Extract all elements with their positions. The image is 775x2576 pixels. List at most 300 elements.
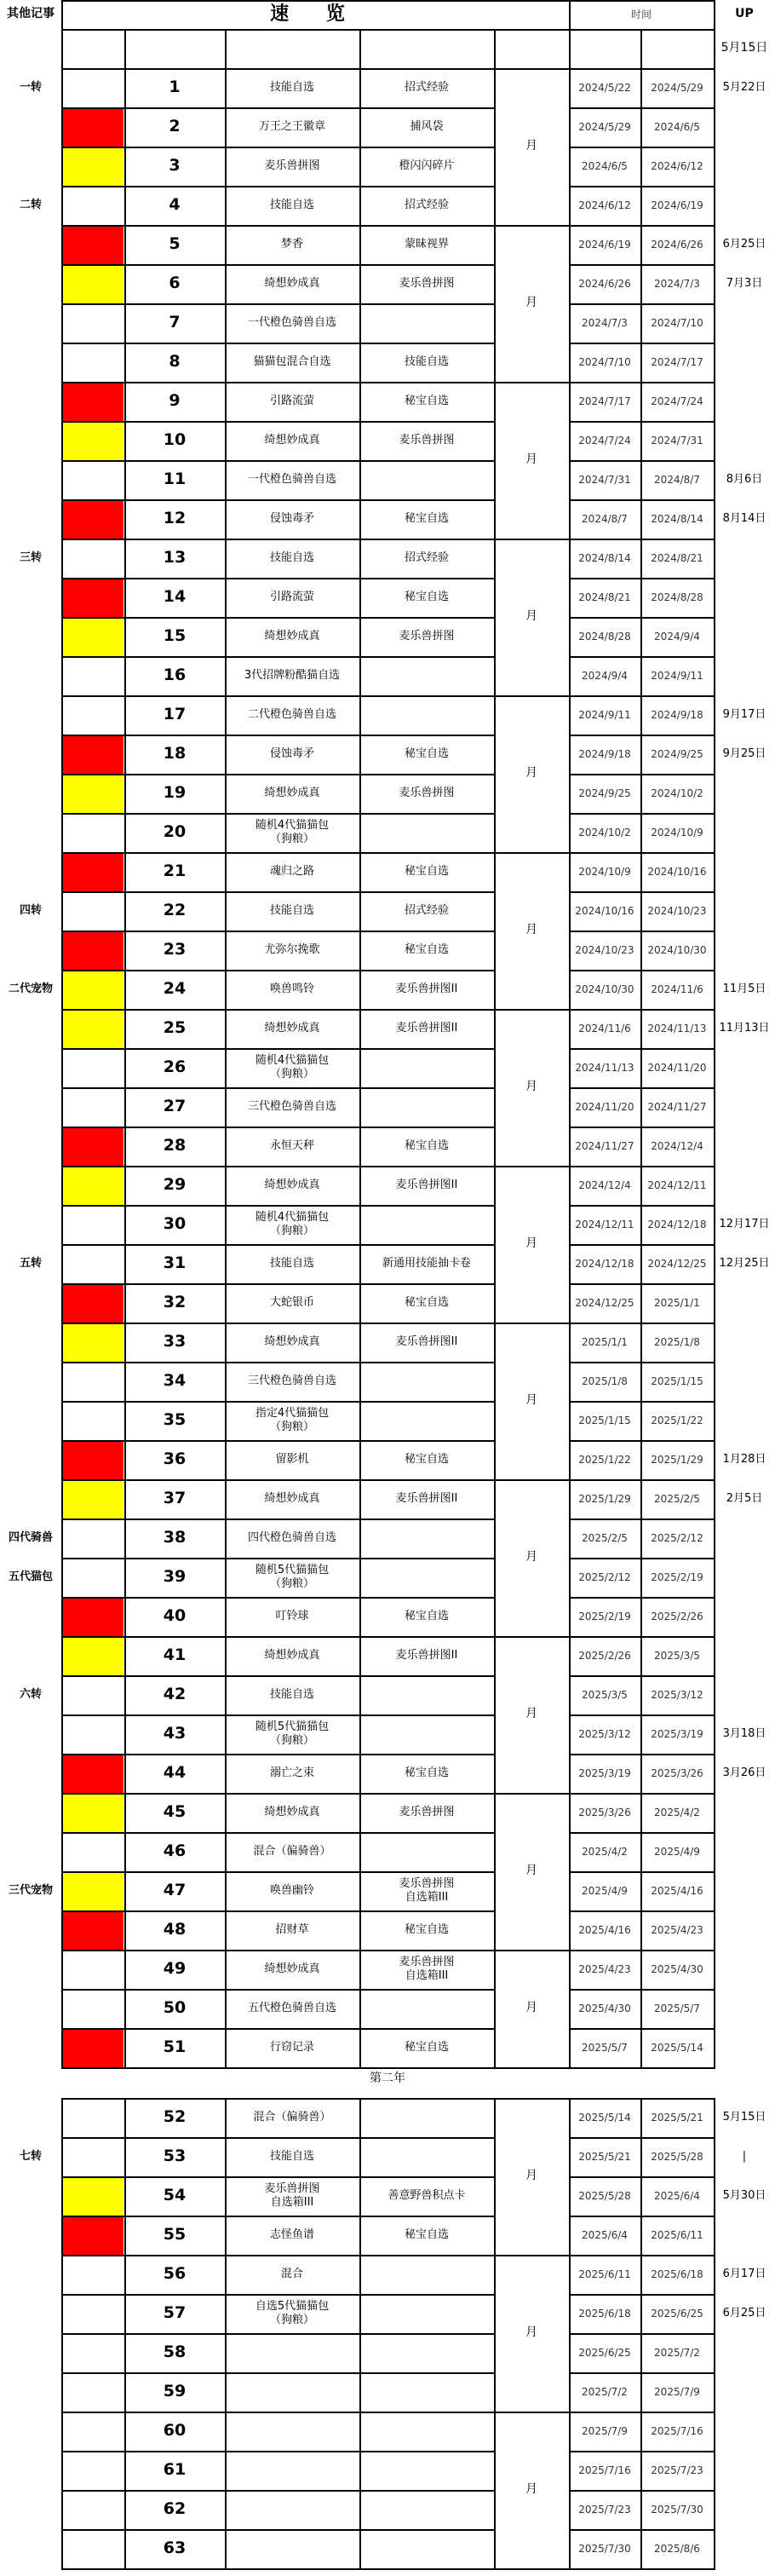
grid-line-h: [569, 2451, 714, 2452]
start-date: 2025/7/30: [578, 2542, 631, 2555]
reward-item: [359, 460, 494, 499]
row-number: 20: [163, 822, 187, 842]
end-date: 2024/10/2: [651, 787, 703, 799]
end-date: 2024/8/7: [654, 473, 700, 486]
grid-line-h: [569, 1283, 714, 1285]
row-number: 30: [163, 1214, 187, 1234]
status-swatch-red: [63, 854, 123, 891]
start-date: 2024/12/4: [578, 1179, 631, 1191]
row-number: 51: [163, 2037, 187, 2057]
row-number: 29: [163, 1175, 187, 1195]
grid-line-h: [569, 1989, 714, 1991]
up-date: [714, 852, 775, 891]
start-date: 2024/7/3: [582, 316, 628, 329]
event-name: 招财草: [275, 1922, 309, 1936]
end-date: 2024/11/20: [647, 1061, 707, 1074]
reward-item: 秘宝自选: [404, 864, 449, 878]
status-swatch-yellow: [63, 266, 123, 303]
event-name: 三代橙色骑兽自选: [247, 1374, 336, 1387]
row-number: 19: [163, 783, 187, 803]
grid-line-h: [569, 1362, 714, 1363]
up-date: [714, 617, 775, 656]
start-date: 2024/12/25: [575, 1296, 634, 1309]
event-name: 随机5代猫猫包 （狗粮）: [255, 1720, 330, 1747]
end-date: 2025/7/9: [654, 2385, 700, 2398]
event-name: 侵蚀毒矛: [269, 746, 314, 760]
grid-line-h: [569, 1440, 714, 1442]
reward-item: [359, 1205, 494, 1244]
row-number: 26: [163, 1057, 187, 1077]
grid-line-h: [61, 1714, 494, 1716]
start-date: 2024/12/18: [575, 1257, 634, 1270]
reward-item: 秘宝自选: [404, 2227, 449, 2241]
status-swatch-red: [63, 1599, 123, 1636]
start-date: 2025/7/9: [582, 2424, 628, 2437]
month-cell: 月: [525, 139, 537, 153]
up-date: [714, 813, 775, 852]
status-swatch-yellow: [63, 2178, 123, 2216]
start-date: 2024/9/25: [578, 787, 631, 799]
end-date: 2025/3/5: [654, 1649, 700, 1662]
event-name: 混合: [280, 2267, 303, 2280]
grid-line-v: [714, 0, 715, 68]
status-swatch-red: [63, 1285, 123, 1323]
end-date: 2024/11/13: [647, 1022, 707, 1034]
event-name: 四代橙色骑兽自选: [247, 1530, 336, 1544]
end-date: 2025/3/19: [651, 1727, 703, 1740]
grid-line-h: [61, 264, 494, 266]
event-name: [225, 2490, 359, 2529]
row-number: 32: [163, 1293, 187, 1312]
up-date: [714, 1950, 775, 1989]
reward-item: 善意野兽积点卡: [388, 2188, 466, 2202]
row-number: 1: [169, 78, 181, 97]
start-date: 2025/3/26: [578, 1806, 631, 1818]
reward-item: 秘宝自选: [404, 1138, 449, 1152]
grid-line-v: [124, 29, 126, 68]
row-number: 42: [163, 1685, 187, 1704]
event-name: 绮想妙成真: [264, 1021, 320, 1034]
reward-item: 秘宝自选: [404, 1452, 449, 1466]
grid-line-h: [61, 539, 714, 540]
status-swatch-red: [63, 1912, 123, 1950]
grid-line-h: [569, 2028, 714, 2030]
start-date: 2024/7/10: [578, 355, 631, 368]
up-date: [714, 1519, 775, 1558]
start-date: 2024/6/26: [578, 277, 631, 290]
grid-line-h: [61, 1558, 494, 1559]
up-date: 3月26日: [722, 1766, 766, 1779]
grid-line-h: [569, 343, 714, 344]
event-name: 自选5代猫猫包 （狗粮）: [255, 2299, 330, 2326]
up-date: 5月15日: [722, 2110, 766, 2124]
reward-item: [359, 1519, 494, 1558]
row-number: 49: [163, 1959, 187, 1979]
start-date: 2025/2/26: [578, 1649, 631, 1662]
end-date: 2025/6/18: [651, 2268, 703, 2280]
start-date: 2025/5/7: [582, 2041, 628, 2054]
row-number: 40: [163, 1606, 187, 1626]
up-date: 6月17日: [722, 2267, 766, 2280]
end-date: 2024/8/21: [651, 551, 703, 564]
grid-line-h: [61, 0, 714, 2]
grid-line-h: [61, 1597, 494, 1599]
grid-line-h: [61, 1009, 714, 1011]
grid-line-h: [569, 147, 714, 148]
row-number: 52: [163, 2107, 187, 2127]
grid-line-h: [61, 1871, 494, 1873]
start-date: 2024/10/9: [578, 865, 631, 878]
start-date: 2024/8/21: [578, 591, 631, 603]
event-name: 技能自选: [269, 550, 314, 564]
event-name: 绮想妙成真: [264, 629, 320, 643]
end-date: 2025/4/30: [651, 1962, 703, 1975]
grid-line-h: [61, 617, 494, 619]
grid-line-h: [569, 2372, 714, 2374]
status-swatch-red: [63, 109, 123, 147]
grid-line-h: [61, 1950, 714, 1951]
start-date: 2025/6/25: [578, 2346, 631, 2359]
start-date: 2025/5/28: [578, 2189, 631, 2202]
start-date: 2025/6/18: [578, 2307, 631, 2320]
end-date: 2025/2/26: [651, 1610, 703, 1622]
start-date: 2024/5/29: [578, 120, 631, 133]
month-cell: 月: [525, 2169, 537, 2183]
header-up-first: 5月15日: [720, 41, 768, 55]
start-date: 2025/3/12: [578, 1727, 631, 1740]
end-date: 2024/10/9: [651, 826, 703, 838]
event-name: [225, 2412, 359, 2451]
row-number: 33: [163, 1332, 187, 1351]
status-swatch-yellow: [63, 148, 123, 186]
grid-line-h: [61, 1401, 494, 1403]
start-date: 2024/9/11: [578, 708, 631, 721]
start-date: 2024/12/11: [575, 1218, 634, 1230]
grid-line-h: [61, 1362, 494, 1363]
header-time-label: 时间: [630, 8, 652, 20]
grid-line-h: [569, 970, 714, 971]
event-name: 唤兽幽铃: [269, 1883, 314, 1897]
end-date: 2024/6/19: [651, 199, 703, 211]
side-note: 四代骑兽: [8, 1530, 53, 1544]
reward-item: [359, 2137, 494, 2176]
grid-line-h: [61, 1519, 494, 1520]
grid-line-h: [61, 1754, 494, 1755]
reward-item: [359, 1675, 494, 1714]
grid-line-h: [569, 617, 714, 619]
row-number: 36: [163, 1449, 187, 1469]
up-date: [714, 1636, 775, 1675]
month-cell: 月: [525, 296, 537, 310]
row-number: 60: [163, 2421, 187, 2441]
end-date: 2024/9/18: [651, 708, 703, 721]
end-date: 2024/5/29: [651, 81, 703, 94]
end-date: 2025/1/8: [654, 1335, 700, 1348]
event-name: 魂归之路: [269, 864, 314, 878]
reward-item: 秘宝自选: [404, 1922, 449, 1936]
reward-item: [359, 2490, 494, 2529]
status-swatch-yellow: [63, 775, 123, 813]
grid-line-h: [569, 891, 714, 893]
grid-line-h: [61, 107, 494, 109]
up-date: [714, 421, 775, 460]
end-date: 2024/7/24: [651, 395, 703, 407]
start-date: 2025/4/9: [582, 1884, 628, 1897]
grid-line-h: [569, 1714, 714, 1716]
grid-line-h: [61, 1832, 494, 1834]
event-name: 指定4代猫猫包 （狗粮）: [255, 1406, 330, 1433]
reward-item: 招式经验: [404, 903, 449, 917]
reward-item: [359, 1048, 494, 1087]
grid-line-h: [569, 499, 714, 501]
row-number: 17: [163, 705, 187, 724]
grid-line-v: [124, 68, 126, 2069]
event-name: 尤弥尔挽歌: [264, 942, 320, 956]
reward-item: [359, 2451, 494, 2490]
event-name: 技能自选: [269, 2149, 314, 2163]
status-swatch-yellow: [63, 1167, 123, 1205]
row-number: 22: [163, 901, 187, 920]
status-swatch-red: [63, 1755, 123, 1793]
grid-line-h: [61, 2490, 494, 2492]
status-swatch-yellow: [63, 971, 123, 1009]
row-number: 54: [163, 2186, 187, 2205]
start-date: 2025/6/4: [582, 2228, 628, 2241]
event-name: 混合（偏骑兽）: [253, 1844, 331, 1858]
end-date: 2024/10/23: [647, 904, 707, 917]
up-date: [714, 1558, 775, 1597]
grid-line-h: [569, 1558, 714, 1559]
up-date: [714, 2372, 775, 2412]
side-note: 三转: [19, 550, 42, 564]
row-number: 28: [163, 1136, 187, 1155]
end-date: 2025/8/6: [654, 2542, 700, 2555]
end-date: 2024/12/18: [647, 1218, 707, 1230]
grid-line-v: [61, 0, 63, 68]
event-name: 行窃记录: [269, 2040, 314, 2054]
end-date: 2024/8/14: [651, 512, 703, 525]
grid-line-h: [61, 2098, 714, 2100]
event-name: 技能自选: [269, 1256, 314, 1270]
grid-line-h: [569, 774, 714, 775]
reward-item: 秘宝自选: [404, 394, 449, 407]
row-number: 34: [163, 1371, 187, 1391]
grid-line-h: [61, 2176, 494, 2178]
up-date: [714, 539, 775, 578]
up-date: [714, 2490, 775, 2529]
row-number: 15: [163, 626, 187, 646]
up-date: [714, 2333, 775, 2372]
up-date: 3月18日: [722, 1726, 766, 1740]
month-cell: 月: [525, 1707, 537, 1721]
grid-line-h: [569, 931, 714, 932]
up-date: [714, 1832, 775, 1871]
row-number: 41: [163, 1645, 187, 1665]
reward-item: 招式经验: [404, 198, 449, 211]
row-number: 58: [163, 2343, 187, 2362]
start-date: 2025/4/16: [578, 1923, 631, 1936]
up-date: [714, 147, 775, 186]
grid-line-h: [61, 2255, 714, 2256]
end-date: 2024/6/12: [651, 159, 703, 172]
month-cell: 月: [525, 1550, 537, 1565]
end-date: 2025/1/1: [654, 1296, 700, 1309]
month-cell: 月: [525, 2325, 537, 2340]
grid-line-h: [569, 1087, 714, 1089]
start-date: 2024/6/12: [578, 199, 631, 211]
side-note: 三代宠物: [8, 1883, 53, 1897]
side-note: 五转: [19, 1256, 42, 1270]
month-cell: 月: [525, 923, 537, 937]
row-number: 59: [163, 2382, 187, 2401]
end-date: 2025/1/15: [651, 1374, 703, 1387]
event-name: 随机4代猫猫包 （狗粮）: [255, 818, 330, 845]
row-number: 35: [163, 1410, 187, 1430]
reward-item: 麦乐兽拼图: [399, 629, 455, 643]
end-date: 2025/1/29: [651, 1453, 703, 1466]
side-note: 五代猫包: [8, 1570, 53, 1583]
reward-item: [359, 1989, 494, 2028]
header-left-label: 其他记事: [7, 7, 55, 21]
row-number: 12: [163, 509, 187, 528]
end-date: 2025/2/12: [651, 1531, 703, 1544]
grid-line-h: [61, 2067, 714, 2069]
end-date: 2024/6/5: [654, 120, 700, 133]
end-date: 2024/10/16: [647, 865, 707, 878]
grid-line-h: [569, 656, 714, 658]
start-date: 2025/4/2: [582, 1845, 628, 1858]
event-name: 引路流萤: [269, 590, 314, 603]
month-cell: 月: [525, 609, 537, 624]
start-date: 2025/1/22: [578, 1453, 631, 1466]
event-name: [225, 2372, 359, 2412]
row-number: 55: [163, 2225, 187, 2245]
status-swatch-red: [63, 383, 123, 421]
event-name: [225, 2451, 359, 2490]
end-date: 2024/8/28: [651, 591, 703, 603]
grid-line-h: [61, 1323, 714, 1324]
end-date: 2025/2/19: [651, 1570, 703, 1583]
reward-item: 新通用技能抽卡卷: [382, 1256, 471, 1270]
end-date: 2024/6/26: [651, 238, 703, 251]
up-date: [714, 2028, 775, 2067]
reward-item: [359, 2098, 494, 2137]
grid-line-h: [61, 421, 494, 423]
grid-line-h: [61, 460, 494, 462]
end-date: 2024/7/17: [651, 355, 703, 368]
start-date: 2024/7/31: [578, 473, 631, 486]
status-swatch-red: [63, 579, 123, 617]
start-date: 2025/4/23: [578, 1962, 631, 1975]
reward-item: [359, 813, 494, 852]
end-date: 2024/7/31: [651, 434, 703, 447]
start-date: 2025/1/29: [578, 1492, 631, 1505]
grid-line-h: [569, 1048, 714, 1050]
event-name: 永恒天秤: [269, 1138, 314, 1152]
start-date: 2024/9/18: [578, 747, 631, 760]
row-number: 21: [163, 862, 187, 881]
reward-item: 秘宝自选: [404, 511, 449, 525]
status-swatch-yellow: [63, 1638, 123, 1675]
grid-line-h: [61, 29, 714, 31]
end-date: 2025/4/9: [654, 1845, 700, 1858]
grid-line-h: [61, 2216, 494, 2217]
status-swatch-red: [63, 736, 123, 774]
start-date: 2025/2/5: [582, 1531, 628, 1544]
up-date: 12月25日: [719, 1256, 770, 1270]
start-date: 2024/7/17: [578, 395, 631, 407]
grid-line-v: [61, 68, 63, 2069]
reward-item: 橙闪闪碎片: [399, 158, 455, 172]
event-name: 一代橙色骑兽自选: [247, 315, 336, 329]
side-note: 一转: [19, 80, 42, 94]
event-name: 唤兽鸣铃: [269, 982, 314, 995]
grid-line-h: [569, 460, 714, 462]
grid-line-h: [61, 1636, 714, 1638]
start-date: 2024/7/24: [578, 434, 631, 447]
reward-item: 麦乐兽拼图 自选箱III: [399, 1955, 455, 1982]
start-date: 2024/6/5: [582, 159, 628, 172]
end-date: 2025/7/16: [651, 2424, 703, 2437]
grid-line-h: [61, 2333, 494, 2335]
event-name: 随机5代猫猫包 （狗粮）: [255, 1563, 330, 1590]
up-date: [714, 1323, 775, 1362]
row-number: 8: [169, 352, 181, 372]
start-date: 2025/3/5: [582, 1688, 628, 1701]
status-swatch-red: [63, 227, 123, 264]
month-cell: 月: [525, 2001, 537, 2015]
reward-item: [359, 2333, 494, 2372]
reward-item: 蒙昧视界: [404, 237, 449, 251]
row-number: 61: [163, 2460, 187, 2480]
grid-line-h: [569, 1871, 714, 1873]
end-date: 2024/9/11: [651, 669, 703, 682]
month-cell: 月: [525, 452, 537, 467]
grid-line-h: [569, 578, 714, 579]
grid-line-v: [714, 68, 715, 2069]
event-name: 绮想妙成真: [264, 1178, 320, 1191]
up-date: |: [742, 2149, 747, 2163]
row-number: 10: [163, 430, 187, 450]
start-date: 2025/1/1: [582, 1335, 628, 1348]
up-date: [714, 382, 775, 421]
month-cell: 月: [525, 2482, 537, 2497]
row-number: 56: [163, 2264, 187, 2284]
up-date: 6月25日: [722, 2306, 766, 2320]
grid-line-h: [569, 2529, 714, 2531]
grid-line-h: [61, 1440, 494, 1442]
up-date: 2月5日: [726, 1491, 763, 1505]
up-date: [714, 931, 775, 970]
status-swatch-red: [63, 932, 123, 970]
event-name: 绮想妙成真: [264, 433, 320, 447]
start-date: 2025/5/14: [578, 2111, 631, 2124]
grid-line-h: [569, 1910, 714, 1912]
end-date: 2025/5/28: [651, 2150, 703, 2163]
up-date: [714, 1871, 775, 1910]
grid-line-h: [61, 774, 494, 775]
event-name: 梦香: [280, 237, 303, 251]
status-swatch-red: [63, 1442, 123, 1479]
end-date: 2025/5/14: [651, 2041, 703, 2054]
reward-item: 麦乐兽拼图II: [395, 982, 458, 995]
row-number: 46: [163, 1841, 187, 1861]
row-number: 23: [163, 940, 187, 960]
end-date: 2024/11/27: [647, 1100, 707, 1113]
end-date: 2025/6/4: [654, 2189, 700, 2202]
grid-line-v: [494, 29, 496, 68]
start-date: 2025/1/15: [578, 1414, 631, 1426]
